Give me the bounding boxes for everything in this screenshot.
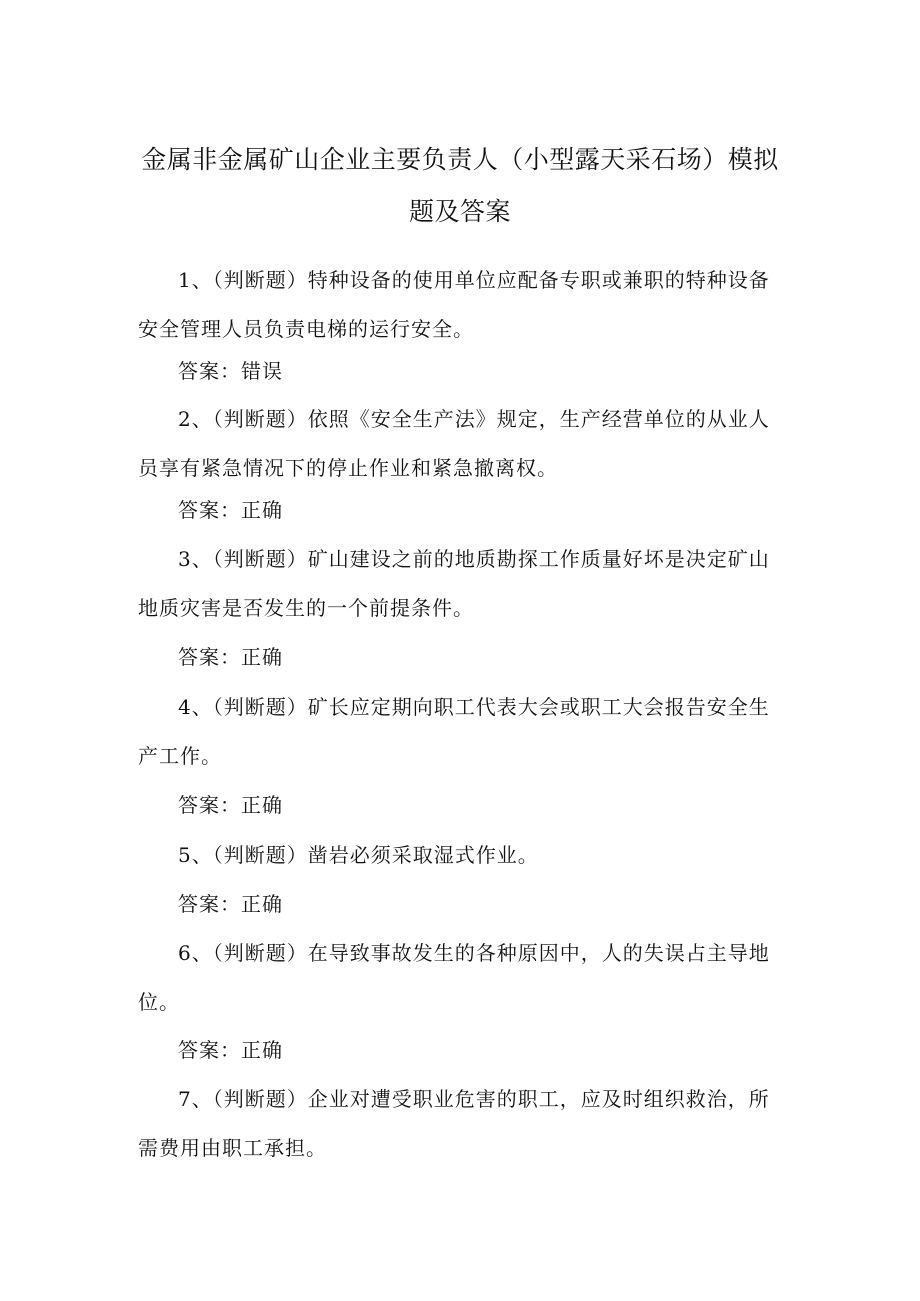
answer-label: 答案： [178, 359, 241, 383]
answer-2 [178, 486, 283, 535]
answer-label: 答案： [178, 498, 241, 522]
answer-value: 正确 [241, 793, 283, 817]
answer-value: 错误 [241, 359, 283, 383]
answer-label: 答案： [178, 793, 241, 817]
answer-value: 正确 [241, 498, 283, 522]
question-5: 5、（判断题）凿岩必须采取湿式作业。 [178, 843, 539, 867]
answer-label: 答案： [178, 645, 241, 669]
question-7: 7、（判断题）企业对遭受职业危害的职工，应及时组织救治，所需费用由职工承担。 [138, 1087, 770, 1160]
question-1: 1、（判断题）特种设备的使用单位应配备专职或兼职的特种设备安全管理人员负责电梯的运行安全。 [138, 268, 770, 341]
answer-value: 正确 [241, 645, 283, 669]
document-title: 金属非金属矿山企业主要负责人（小型露天采石场）模拟题及答案 [141, 145, 779, 226]
question-3: 3、（判断题）矿山建设之前的地质勘探工作质量好坏是决定矿山地质灾害是否发生的一个前提条件。 [138, 547, 770, 620]
answer-6 [178, 1026, 283, 1075]
question-4: 4、（判断题）矿长应定期向职工代表大会或职工大会报告安全生产工作。 [138, 695, 770, 768]
answer-4 [178, 781, 283, 830]
answer-1 [178, 347, 283, 396]
question-2: 2、（判断题）依照《安全生产法》规定，生产经营单位的从业人员享有紧急情况下的停止作业和紧急撤离权。 [138, 407, 770, 480]
answer-label: 答案： [178, 1038, 241, 1062]
answer-3 [178, 633, 283, 682]
answer-5 [178, 880, 283, 929]
answer-label: 答案： [178, 892, 241, 916]
answer-value: 正确 [241, 892, 283, 916]
answer-value: 正确 [241, 1038, 283, 1062]
question-6: 6、（判断题）在导致事故发生的各种原因中，人的失误占主导地位。 [138, 941, 770, 1014]
